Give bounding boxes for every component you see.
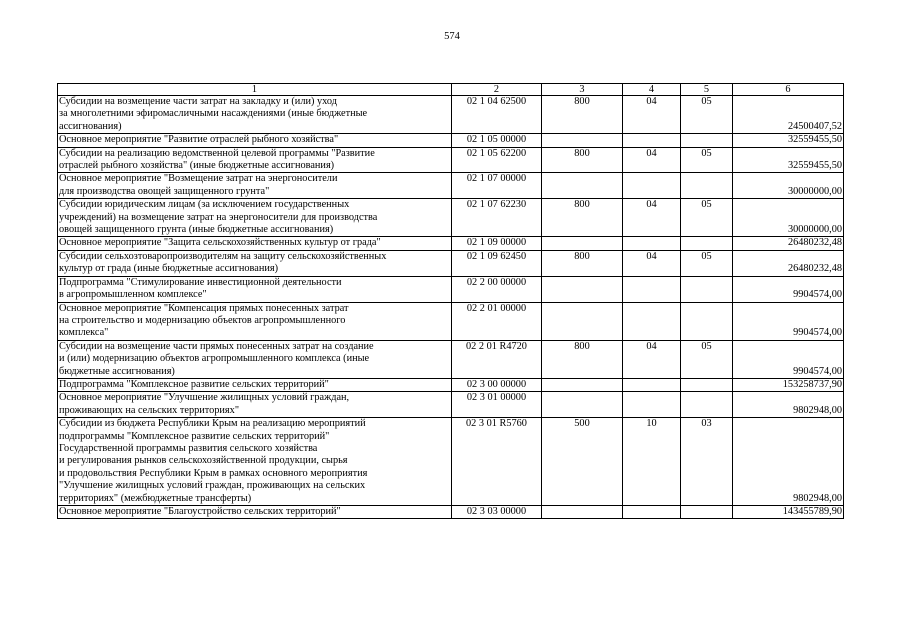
row-expense-type: [542, 506, 623, 519]
row-expense-type: [542, 378, 623, 391]
row-description: [58, 340, 452, 378]
description-line: Основное мероприятие "Улучшение жилищных условий граждан,: [59, 392, 350, 404]
column-header: 3: [542, 84, 623, 96]
row-code: 02 2 00 00000: [452, 276, 542, 302]
description-line: и регулирования рынков сельскохозяйственной продукции, сырья: [59, 455, 348, 467]
description-line: за многолетними эфиромасличными насаждениями (иные бюджетные: [59, 108, 368, 120]
description-line: и продовольствия Республики Крым в рамках основного мероприятия: [59, 467, 368, 479]
row-amount: 30000000,00: [733, 199, 844, 237]
row-subsection: [681, 237, 733, 250]
row-description: [58, 173, 452, 199]
row-description: [58, 250, 452, 276]
table-row: [58, 378, 844, 391]
row-section: [623, 237, 681, 250]
row-expense-type: [542, 134, 623, 147]
row-section: 04: [623, 199, 681, 237]
description-line: Государственной программы развития сельского хозяйства: [59, 442, 318, 454]
description-line: ассигнования): [59, 120, 122, 132]
description-line: Основное мероприятие "Компенсация прямых понесенных затрат: [59, 302, 349, 314]
row-amount: 26480232,48: [733, 250, 844, 276]
row-expense-type: 800: [542, 340, 623, 378]
row-amount: 24500407,52: [733, 96, 844, 134]
row-subsection: 05: [681, 199, 733, 237]
row-subsection: [681, 134, 733, 147]
description-line: комплекса": [59, 327, 109, 339]
row-amount: 32559455,50: [733, 134, 844, 147]
description-line: для производства овощей защищенного грунта": [59, 185, 270, 197]
description-line: Основное мероприятие "Возмещение затрат на энергоносители: [59, 173, 338, 185]
row-section: [623, 134, 681, 147]
row-subsection: [681, 378, 733, 391]
row-amount: 9904574,00: [733, 276, 844, 302]
table-row: [58, 250, 844, 276]
description-line: Субсидии из бюджета Республики Крым на реализацию мероприятий: [59, 418, 366, 430]
row-code: 02 1 04 62500: [452, 96, 542, 134]
row-subsection: 05: [681, 147, 733, 173]
row-code: 02 1 05 00000: [452, 134, 542, 147]
column-header: 1: [58, 84, 452, 96]
row-description: [58, 96, 452, 134]
row-code: 02 3 01 00000: [452, 392, 542, 418]
table-row: [58, 276, 844, 302]
row-code: 02 2 01 R4720: [452, 340, 542, 378]
row-description: [58, 199, 452, 237]
description-line: Подпрограмма "Комплексное развитие сельских территорий": [59, 378, 329, 390]
column-header: 4: [623, 84, 681, 96]
table-header-row: [58, 84, 844, 96]
row-subsection: [681, 392, 733, 418]
column-header: 2: [452, 84, 542, 96]
row-amount: 153258737,90: [733, 378, 844, 391]
row-subsection: [681, 302, 733, 340]
row-section: [623, 276, 681, 302]
row-expense-type: [542, 276, 623, 302]
row-description: [58, 506, 452, 519]
row-code: 02 2 01 00000: [452, 302, 542, 340]
row-expense-type: [542, 302, 623, 340]
row-section: 04: [623, 96, 681, 134]
description-line: овощей защищенного грунта (иные бюджетные ассигнования): [59, 224, 334, 236]
description-line: Основное мероприятие "Благоустройство сельских территорий": [59, 506, 341, 517]
table-row: [58, 418, 844, 506]
row-description: [58, 378, 452, 391]
row-amount: 26480232,48: [733, 237, 844, 250]
description-line: учреждений) на возмещение затрат на энергоносители для производства: [59, 211, 378, 223]
row-code: 02 3 03 00000: [452, 506, 542, 519]
table-row: [58, 237, 844, 250]
description-line: подпрограммы "Комплексное развитие сельских территорий": [59, 430, 330, 442]
description-line: и (или) модернизацию объектов агропромышленного комплекса (иные: [59, 353, 370, 365]
description-line: Субсидии на возмещение части прямых понесенных затрат на создание: [59, 340, 374, 352]
description-line: "Улучшение жилищных условий граждан, проживающих на сельских: [59, 480, 366, 492]
row-code: 02 3 01 R5760: [452, 418, 542, 506]
table-row: [58, 340, 844, 378]
row-expense-type: [542, 173, 623, 199]
row-section: 10: [623, 418, 681, 506]
row-description: [58, 392, 452, 418]
description-line: Субсидии юридическим лицам (за исключением государственных: [59, 199, 350, 211]
description-line: Основное мероприятие "Защита сельскохозяйственных культур от града": [59, 237, 381, 249]
row-amount: 143455789,90: [733, 506, 844, 519]
row-description: [58, 134, 452, 147]
column-header: 6: [733, 84, 844, 96]
row-code: 02 1 09 62450: [452, 250, 542, 276]
table-row: [58, 199, 844, 237]
budget-table: [57, 83, 844, 519]
description-line: в агропромышленном комплексе": [59, 289, 207, 301]
table-row: [58, 302, 844, 340]
row-code: 02 3 00 00000: [452, 378, 542, 391]
row-code: 02 1 07 62230: [452, 199, 542, 237]
row-amount: 30000000,00: [733, 173, 844, 199]
column-header: 5: [681, 84, 733, 96]
row-code: 02 1 05 62200: [452, 147, 542, 173]
row-description: [58, 418, 452, 506]
row-expense-type: [542, 237, 623, 250]
description-line: Субсидии на возмещение части затрат на закладку и (или) уход: [59, 96, 337, 107]
row-expense-type: 800: [542, 199, 623, 237]
description-line: отраслей рыбного хозяйства" (иные бюджетные ассигнования): [59, 160, 335, 172]
description-line: Подпрограмма "Стимулирование инвестиционной деятельности: [59, 276, 342, 288]
row-amount: 9904574,00: [733, 340, 844, 378]
description-line: культур от града (иные бюджетные ассигнования): [59, 263, 279, 275]
row-section: [623, 378, 681, 391]
row-section: [623, 506, 681, 519]
description-line: Субсидии сельхозтоваропроизводителям на защиту сельскохозяйственных: [59, 250, 387, 262]
row-subsection: 05: [681, 250, 733, 276]
row-section: [623, 392, 681, 418]
row-description: [58, 302, 452, 340]
row-description: [58, 276, 452, 302]
row-expense-type: 800: [542, 250, 623, 276]
table-row: [58, 506, 844, 519]
row-expense-type: 800: [542, 96, 623, 134]
description-line: территориях" (межбюджетные трансферты): [59, 492, 252, 504]
row-subsection: [681, 173, 733, 199]
row-section: 04: [623, 250, 681, 276]
row-section: [623, 302, 681, 340]
row-amount: 9904574,00: [733, 302, 844, 340]
description-line: проживающих на сельских территориях": [59, 404, 240, 416]
row-section: 04: [623, 147, 681, 173]
row-amount: 9802948,00: [733, 418, 844, 506]
row-subsection: 05: [681, 340, 733, 378]
table-row: [58, 134, 844, 147]
table-row: [58, 147, 844, 173]
description-line: Субсидии на реализацию ведомственной целевой программы "Развитие: [59, 147, 375, 159]
page-number: 574: [444, 31, 460, 42]
row-subsection: [681, 276, 733, 302]
table-row: [58, 96, 844, 134]
row-code: 02 1 09 00000: [452, 237, 542, 250]
row-description: [58, 237, 452, 250]
table-row: [58, 392, 844, 418]
description-line: Основное мероприятие "Развитие отраслей рыбного хозяйства": [59, 134, 339, 146]
table-row: [58, 173, 844, 199]
row-section: 04: [623, 340, 681, 378]
row-subsection: 05: [681, 96, 733, 134]
row-expense-type: [542, 392, 623, 418]
row-expense-type: 800: [542, 147, 623, 173]
row-subsection: [681, 506, 733, 519]
description-line: на строительство и модернизацию объектов агропромышленного: [59, 314, 346, 326]
row-code: 02 1 07 00000: [452, 173, 542, 199]
row-expense-type: 500: [542, 418, 623, 506]
row-description: [58, 147, 452, 173]
row-section: [623, 173, 681, 199]
row-subsection: 03: [681, 418, 733, 506]
row-amount: 9802948,00: [733, 392, 844, 418]
description-line: бюджетные ассигнования): [59, 365, 175, 377]
row-amount: 32559455,50: [733, 147, 844, 173]
